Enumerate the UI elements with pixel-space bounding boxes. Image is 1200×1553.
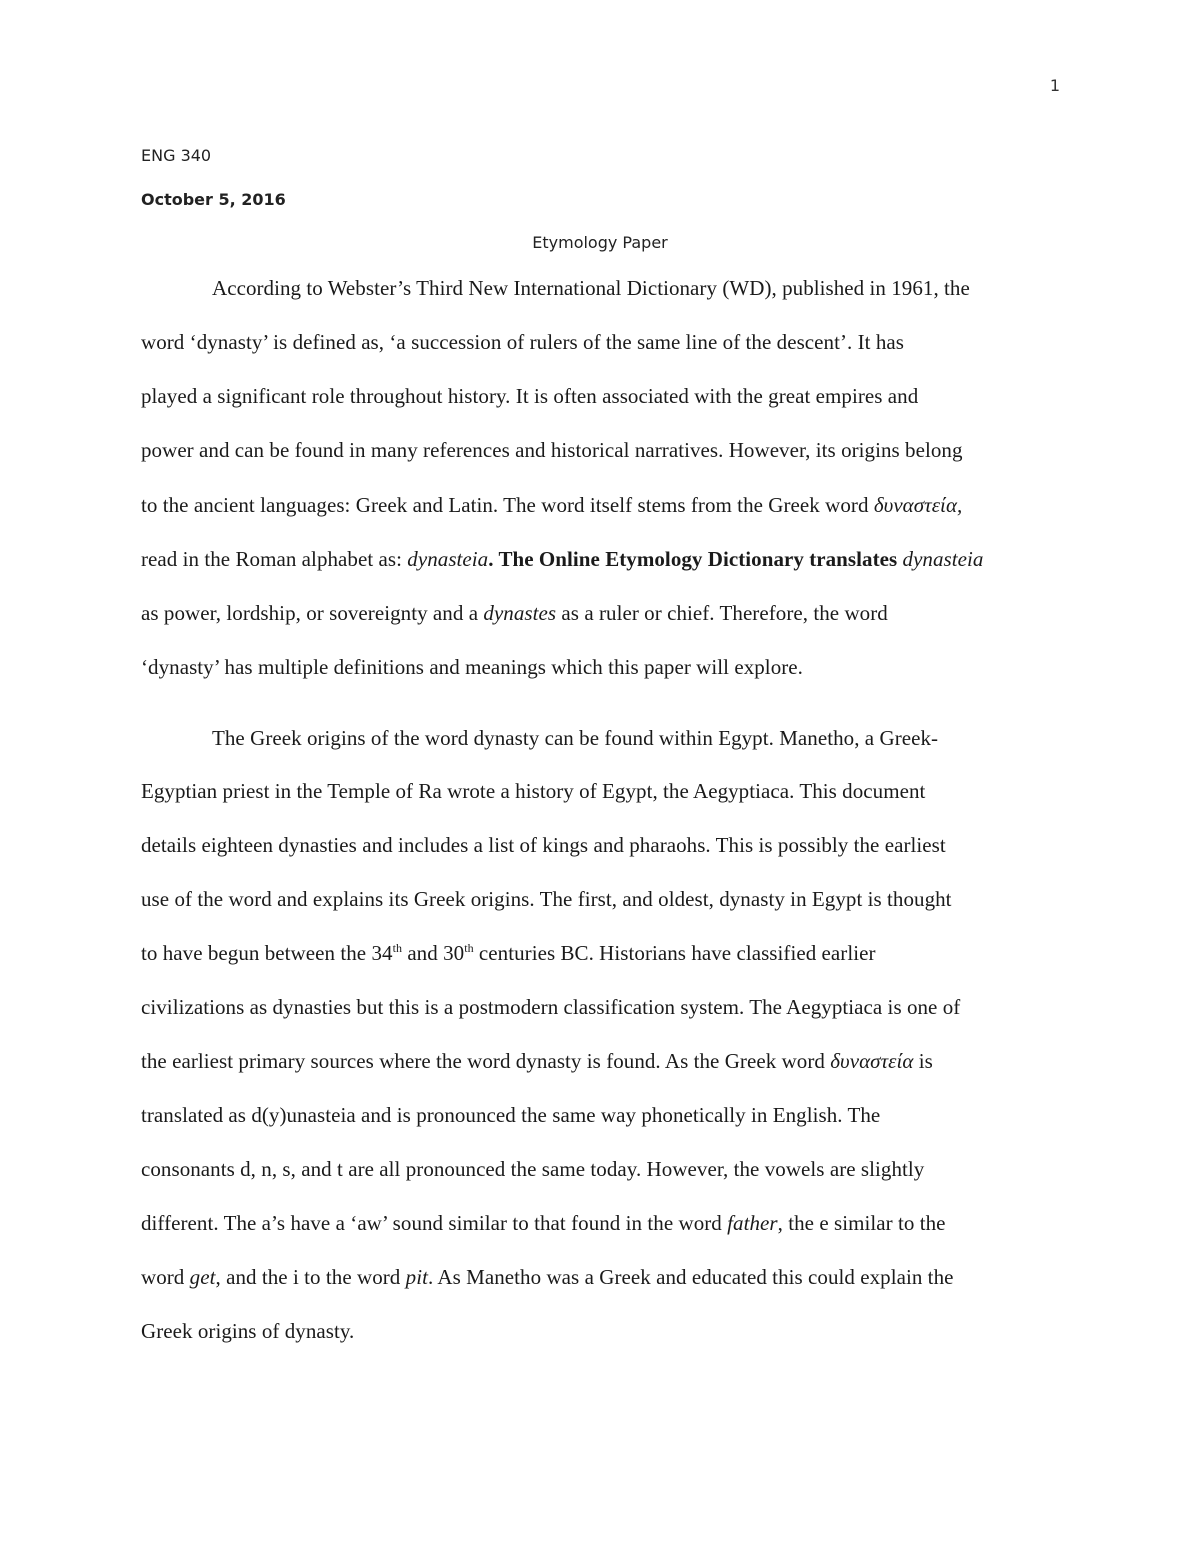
text-segment: , and the i to the word [215, 1265, 406, 1289]
text-segment: and 30 [402, 941, 465, 965]
paragraph-1-line-1: According to Webster’s Third New International Dictionary (WD), published in 1961, the [212, 276, 970, 300]
italic-term: get [189, 1265, 216, 1289]
text-segment: as a ruler or chief. Therefore, the word [556, 601, 888, 625]
paragraph-2-line-2: Egyptian priest in the Temple of Ra wrote a history of Egypt, the Aegyptiaca. This document [141, 779, 926, 803]
italic-term: dynasteia [407, 547, 489, 571]
superscript: th [392, 941, 403, 955]
text-segment: read in the Roman alphabet as: [141, 547, 408, 571]
paragraph-2-line-3: details eighteen dynasties and includes a list of kings and pharaohs. This is possibly the earliest [141, 833, 946, 857]
paragraph-1-line-3: played a significant role throughout history. It is often associated with the great empires and [141, 384, 919, 408]
paragraph-2-line-9: consonants d, n, s, and t are all pronounced the same today. However, the vowels are slightly [141, 1157, 925, 1181]
greek-word: δυναστεία [830, 1049, 914, 1073]
paragraph-1-line-6 [141, 547, 983, 572]
bold-period: . The Online Etymology Dictionary translates [488, 547, 903, 571]
text-segment: to the ancient languages: Greek and Latin. The word itself stems from the Greek word [141, 493, 874, 517]
italic-term: father [727, 1211, 778, 1235]
italic-term: pit [405, 1265, 428, 1289]
paragraph-2-line-8: translated as d(y)unasteia and is pronounced the same way phonetically in English. The [141, 1103, 881, 1127]
page-number: 1 [1049, 76, 1060, 95]
paragraph-1-line-8: ‘dynasty’ has multiple definitions and meanings which this paper will explore. [141, 655, 803, 679]
paragraph-1-line-4: power and can be found in many references and historical narratives. However, its origins belong [141, 438, 963, 462]
superscript: th [464, 941, 474, 955]
paragraph-1-line-7 [141, 601, 888, 626]
text-segment: word [141, 1265, 190, 1289]
paragraph-2-line-7 [141, 1049, 933, 1074]
text-segment: , the e similar to the [777, 1211, 946, 1235]
paragraph-2-line-5 [141, 941, 876, 966]
text-segment: different. The a’s have a ‘aw’ sound similar to that found in the word [141, 1211, 728, 1235]
paragraph-1-line-2: word ‘dynasty’ is defined as, ‘a succession of rulers of the same line of the descent’. It has [141, 330, 904, 354]
greek-word: δυναστεία, [873, 493, 963, 517]
text-segment: the earliest primary sources where the word dynasty is found. As the Greek word [141, 1049, 831, 1073]
course-name: ENG 340 [141, 146, 212, 165]
paragraph-2-line-11 [141, 1265, 954, 1290]
paragraph-1-line-5 [141, 493, 962, 518]
paper-title: Etymology Paper [532, 233, 668, 252]
paragraph-2-line-6: civilizations as dynasties but this is a postmodern classification system. The Aegyptiaca is one of [141, 995, 961, 1019]
paragraph-2-line-12: Greek origins of dynasty. [141, 1319, 355, 1343]
text-segment: as power, lordship, or sovereignty and a [141, 601, 484, 625]
text-segment: to have begun between the 34 [141, 941, 393, 965]
paragraph-2-line-10 [141, 1211, 946, 1236]
paper-date: October 5, 2016 [141, 190, 286, 209]
paragraph-2-line-1: The Greek origins of the word dynasty can be found within Egypt. Manetho, a Greek- [212, 726, 939, 750]
italic-term: dynastes [483, 601, 557, 625]
text-segment: centuries BC. Historians have classified earlier [473, 941, 876, 965]
italic-term: dynasteia [902, 547, 984, 571]
paragraph-2-line-4: use of the word and explains its Greek origins. The first, and oldest, dynasty in Egypt is thought [141, 887, 952, 911]
text-segment: is [913, 1049, 933, 1073]
text-segment: . As Manetho was a Greek and educated this could explain the [427, 1265, 954, 1289]
